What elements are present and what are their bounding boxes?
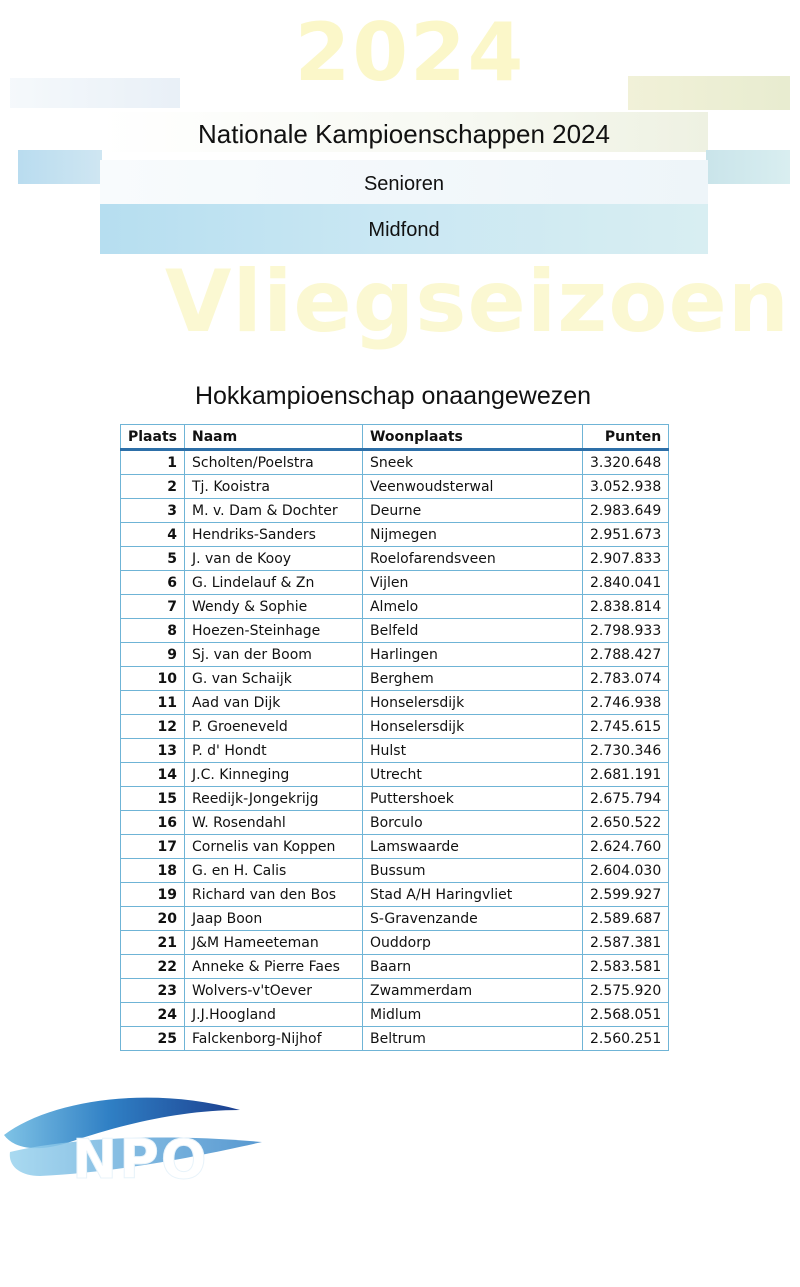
cell-plaats: 8 [121,619,185,643]
results-table [120,424,669,1051]
table-heading: Hokkampioenschap onaangewezen [194,382,592,410]
table-row [121,811,669,835]
cell-plaats: 3 [121,499,185,523]
table-row [121,787,669,811]
cell-plaats: 14 [121,763,185,787]
header-band-decoration [18,150,102,184]
category-subtitle: Senioren [363,173,445,195]
table-body [121,450,669,1051]
header-band-decoration [706,150,790,184]
cell-plaats: 23 [121,979,185,1003]
column-header-plaats: Plaats [121,425,185,450]
cell-woonplaats: Bussum [362,859,582,883]
cell-plaats: 22 [121,955,185,979]
cell-woonplaats: Baarn [362,955,582,979]
cell-naam: J&M Hameeteman [184,931,362,955]
cell-punten: 2.681.191 [582,763,668,787]
cell-plaats: 2 [121,475,185,499]
cell-woonplaats: Puttershoek [362,787,582,811]
cell-plaats: 6 [121,571,185,595]
cell-plaats: 12 [121,715,185,739]
table-row [121,1027,669,1051]
cell-naam: Sj. van der Boom [184,643,362,667]
table-row [121,715,669,739]
cell-naam: G. Lindelauf & Zn [184,571,362,595]
cell-naam: G. van Schaijk [184,667,362,691]
npo-logo-text: NPO [72,1128,209,1190]
cell-plaats: 7 [121,595,185,619]
cell-plaats: 25 [121,1027,185,1051]
cell-woonplaats: Berghem [362,667,582,691]
cell-punten: 2.589.687 [582,907,668,931]
cell-naam: Jaap Boon [184,907,362,931]
table-row [121,667,669,691]
cell-punten: 2.745.615 [582,715,668,739]
cell-plaats: 11 [121,691,185,715]
cell-naam: Scholten/Poelstra [184,450,362,475]
cell-plaats: 21 [121,931,185,955]
table-row [121,571,669,595]
cell-naam: Richard van den Bos [184,883,362,907]
table-row [121,859,669,883]
table-row [121,450,669,475]
cell-naam: W. Rosendahl [184,811,362,835]
cell-woonplaats: Beltrum [362,1027,582,1051]
cell-naam: Wendy & Sophie [184,595,362,619]
cell-naam: Wolvers-v'tOever [184,979,362,1003]
cell-naam: Tj. Kooistra [184,475,362,499]
cell-plaats: 1 [121,450,185,475]
cell-plaats: 13 [121,739,185,763]
cell-naam: Reedijk-Jongekrijg [184,787,362,811]
cell-woonplaats: Hulst [362,739,582,763]
cell-punten: 2.783.074 [582,667,668,691]
header-band-decoration [10,78,180,108]
cell-woonplaats: Vijlen [362,571,582,595]
table-row [121,931,669,955]
cell-naam: Hendriks-Sanders [184,523,362,547]
cell-punten: 2.840.041 [582,571,668,595]
cell-punten: 2.599.927 [582,883,668,907]
table-row [121,595,669,619]
table-row [121,619,669,643]
cell-punten: 2.798.933 [582,619,668,643]
cell-punten: 2.650.522 [582,811,668,835]
discipline-subtitle: Midfond [368,219,440,241]
cell-plaats: 9 [121,643,185,667]
cell-punten: 2.575.920 [582,979,668,1003]
cell-plaats: 24 [121,1003,185,1027]
cell-woonplaats: Roelofarendsveen [362,547,582,571]
cell-punten: 2.583.581 [582,955,668,979]
cell-plaats: 18 [121,859,185,883]
cell-woonplaats: Belfeld [362,619,582,643]
table-row [121,547,669,571]
table-header-row [121,425,669,450]
table-row [121,1003,669,1027]
table-row [121,475,669,499]
cell-naam: J.J.Hoogland [184,1003,362,1027]
cell-woonplaats: Utrecht [362,763,582,787]
cell-punten: 3.320.648 [582,450,668,475]
table-row [121,955,669,979]
table-row [121,739,669,763]
cell-woonplaats: Ouddorp [362,931,582,955]
cell-naam: J. van de Kooy [184,547,362,571]
cell-punten: 2.675.794 [582,787,668,811]
year-watermark: 2024 [294,6,526,99]
cell-woonplaats: Nijmegen [362,523,582,547]
cell-naam: J.C. Kinneging [184,763,362,787]
table-row [121,883,669,907]
cell-woonplaats: Honselersdijk [362,691,582,715]
cell-woonplaats: Zwammerdam [362,979,582,1003]
cell-punten: 2.568.051 [582,1003,668,1027]
column-header-naam: Naam [184,425,362,450]
cell-woonplaats: Lamswaarde [362,835,582,859]
table-row [121,979,669,1003]
table-row [121,523,669,547]
cell-naam: Falckenborg-Nijhof [184,1027,362,1051]
cell-punten: 2.624.760 [582,835,668,859]
cell-naam: P. d' Hondt [184,739,362,763]
npo-logo-mark [0,1080,270,1190]
header-band-decoration [628,76,790,110]
cell-punten: 2.838.814 [582,595,668,619]
cell-punten: 2.788.427 [582,643,668,667]
cell-punten: 3.052.938 [582,475,668,499]
cell-plaats: 4 [121,523,185,547]
cell-punten: 2.907.833 [582,547,668,571]
cell-plaats: 10 [121,667,185,691]
cell-punten: 2.587.381 [582,931,668,955]
cell-woonplaats: Harlingen [362,643,582,667]
cell-naam: Cornelis van Koppen [184,835,362,859]
cell-naam: G. en H. Calis [184,859,362,883]
table-row [121,499,669,523]
cell-punten: 2.746.938 [582,691,668,715]
cell-woonplaats: Midlum [362,1003,582,1027]
table-row [121,835,669,859]
cell-woonplaats: Deurne [362,499,582,523]
table-row [121,907,669,931]
table-row [121,643,669,667]
cell-woonplaats: Honselersdijk [362,715,582,739]
cell-plaats: 19 [121,883,185,907]
cell-punten: 2.730.346 [582,739,668,763]
cell-punten: 2.560.251 [582,1027,668,1051]
cell-naam: Anneke & Pierre Faes [184,955,362,979]
season-watermark: Vliegseizoen [164,252,790,352]
cell-woonplaats: Veenwoudsterwal [362,475,582,499]
cell-woonplaats: Borculo [362,811,582,835]
cell-plaats: 5 [121,547,185,571]
cell-plaats: 20 [121,907,185,931]
page-title: Nationale Kampioenschappen 2024 [198,119,610,149]
cell-punten: 2.983.649 [582,499,668,523]
cell-punten: 2.604.030 [582,859,668,883]
column-header-punten: Punten [582,425,668,450]
table-row [121,763,669,787]
cell-plaats: 17 [121,835,185,859]
cell-naam: Hoezen-Steinhage [184,619,362,643]
cell-punten: 2.951.673 [582,523,668,547]
column-header-woonplaats: Woonplaats [362,425,582,450]
npo-logo [0,1080,270,1190]
cell-naam: P. Groeneveld [184,715,362,739]
cell-woonplaats: Stad A/H Haringvliet [362,883,582,907]
cell-plaats: 16 [121,811,185,835]
cell-naam: Aad van Dijk [184,691,362,715]
cell-naam: M. v. Dam & Dochter [184,499,362,523]
cell-woonplaats: Sneek [362,450,582,475]
table-row [121,691,669,715]
cell-woonplaats: S-Gravenzande [362,907,582,931]
cell-woonplaats: Almelo [362,595,582,619]
cell-plaats: 15 [121,787,185,811]
